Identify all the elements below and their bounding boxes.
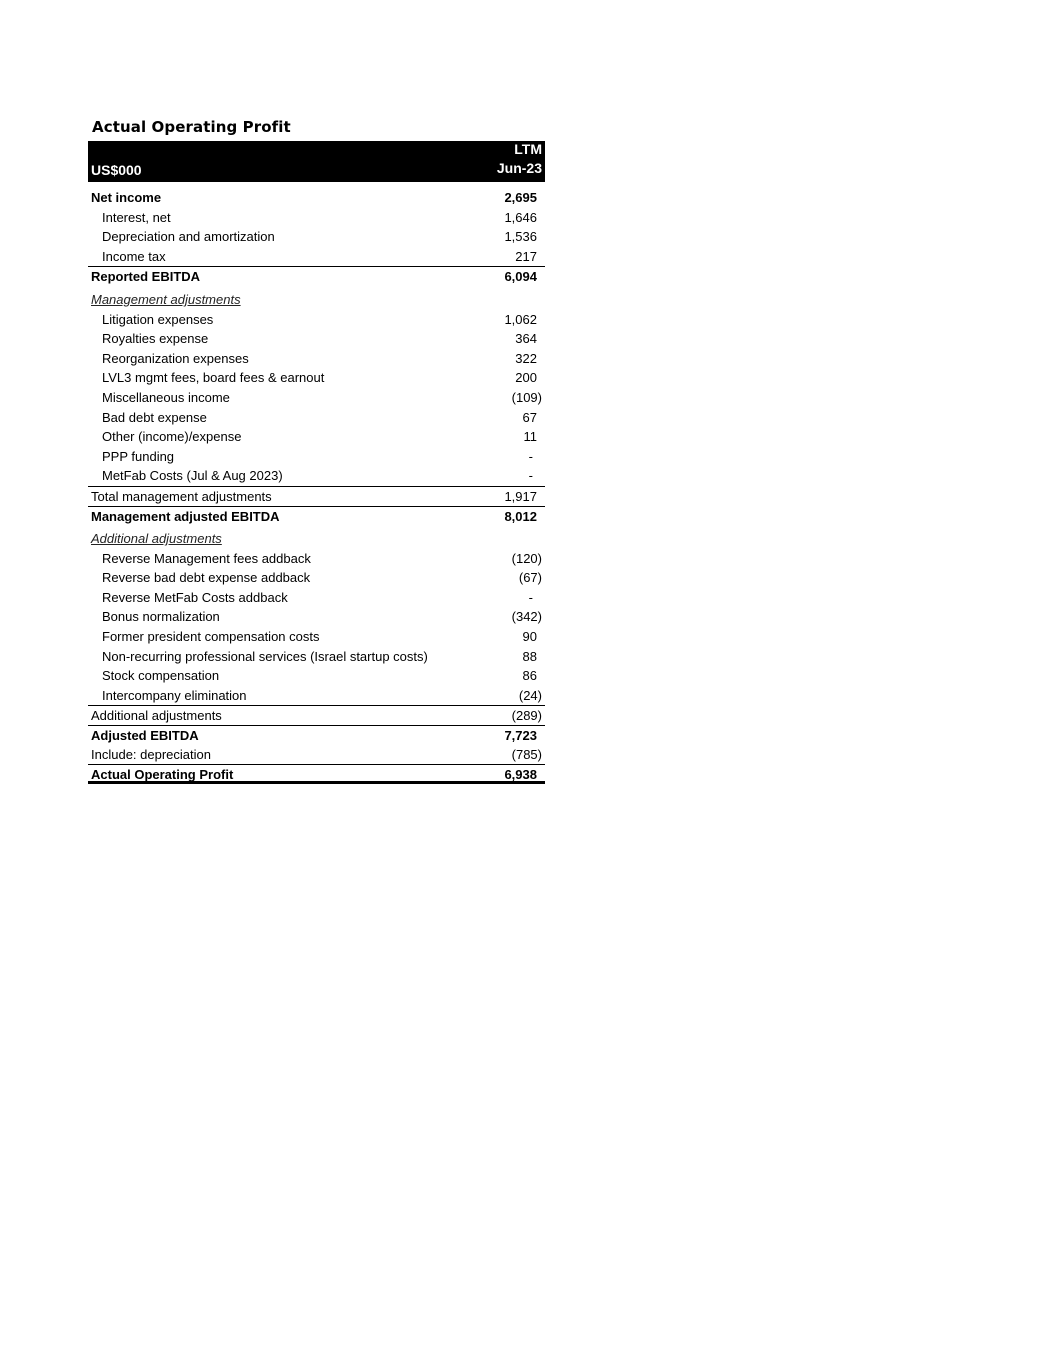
row-label: Bad debt expense	[102, 409, 207, 425]
row-value: (120)	[511, 550, 542, 566]
row-total-management-adjustments	[88, 486, 545, 506]
row-value: (67)	[518, 570, 542, 586]
unit-label: US$000	[91, 162, 142, 178]
row-label: Reverse bad debt expense addback	[102, 570, 311, 586]
row-label: Royalties expense	[102, 331, 209, 347]
row-bad-debt-expense	[88, 408, 545, 428]
row-intercompany-elimination	[88, 686, 545, 706]
row-value: (289)	[511, 708, 542, 724]
row-value: 90	[522, 629, 537, 645]
row-net-income	[88, 188, 545, 208]
row-litigation-expenses	[88, 310, 545, 330]
row-ppp-funding	[88, 447, 545, 467]
row-adjusted-ebitda	[88, 725, 545, 745]
row-value: 1,062	[504, 311, 537, 327]
row-label: PPP funding	[102, 448, 175, 464]
row-royalties-expense	[88, 329, 545, 349]
row-value: 364	[515, 331, 537, 347]
row-label: Other (income)/expense	[102, 429, 242, 445]
row-value: 322	[515, 350, 537, 366]
row-label: Interest, net	[102, 209, 171, 225]
row-actual-operating-profit	[88, 764, 545, 784]
row-value: -	[528, 589, 533, 605]
row-former-president	[88, 627, 545, 647]
section-management-adjustments	[88, 290, 545, 310]
table-body	[88, 182, 545, 784]
row-value: -	[528, 468, 533, 484]
row-value: 6,094	[504, 269, 537, 285]
row-income-tax	[88, 247, 545, 267]
row-value: 11	[523, 429, 537, 445]
row-label: Reverse MetFab Costs addback	[102, 589, 288, 605]
row-value: 2,695	[504, 190, 537, 205]
row-value: 1,917	[504, 488, 537, 504]
row-value: 7,723	[504, 728, 537, 744]
row-label: Depreciation and amortization	[102, 229, 275, 245]
row-reorganization-expenses	[88, 349, 545, 369]
row-label: Former president compensation costs	[102, 629, 320, 645]
row-label: Adjusted EBITDA	[91, 728, 199, 744]
row-label: MetFab Costs (Jul & Aug 2023)	[102, 468, 283, 484]
row-other-income-expense	[88, 427, 545, 447]
page-title: Actual Operating Profit	[92, 118, 291, 136]
row-reverse-bad-debt	[88, 568, 545, 588]
period-label-line2: Jun-23	[496, 160, 542, 176]
row-reverse-metfab	[88, 588, 545, 608]
row-label: Litigation expenses	[102, 311, 214, 327]
row-metfab-costs	[88, 466, 545, 486]
row-value: 200	[515, 370, 537, 386]
period-label-line1: LTM	[514, 141, 542, 157]
row-label: Reorganization expenses	[102, 350, 249, 366]
row-interest-net	[88, 208, 545, 228]
row-reverse-mgmt-fees	[88, 549, 545, 569]
row-label: Additional adjustments	[91, 708, 222, 724]
row-depreciation-amortization	[88, 227, 545, 247]
table-header	[88, 141, 545, 182]
row-value: 86	[522, 668, 537, 684]
row-value: (785)	[511, 746, 542, 762]
row-reported-ebitda	[88, 266, 545, 286]
section-additional-adjustments	[88, 529, 545, 549]
row-label: Total management adjustments	[91, 488, 272, 504]
row-value: 6,938	[504, 767, 537, 783]
operating-profit-table	[88, 141, 545, 784]
row-label: Income tax	[102, 248, 166, 264]
row-label: Reverse Management fees addback	[102, 550, 311, 566]
row-value: (109)	[511, 389, 542, 405]
row-label: Actual Operating Profit	[91, 767, 234, 783]
section-heading: Management adjustments	[91, 291, 241, 307]
row-value: 1,536	[504, 229, 537, 245]
row-label: Management adjusted EBITDA	[91, 508, 280, 524]
row-bonus-normalization	[88, 607, 545, 627]
row-value: 67	[522, 409, 537, 425]
row-label: Reported EBITDA	[91, 269, 201, 285]
row-include-depreciation	[88, 745, 545, 765]
row-label: Non-recurring professional services (Israel startup costs)	[102, 648, 428, 664]
row-label: Stock compensation	[102, 668, 220, 684]
row-stock-compensation	[88, 666, 545, 686]
row-value: 8,012	[504, 508, 537, 524]
row-value: -	[528, 448, 533, 464]
row-label: Include: depreciation	[91, 746, 211, 762]
row-label: LVL3 mgmt fees, board fees & earnout	[102, 370, 325, 386]
row-label: Bonus normalization	[102, 609, 220, 625]
row-value: 217	[515, 248, 537, 264]
row-value: (24)	[518, 687, 542, 703]
row-non-recurring-professional	[88, 647, 545, 667]
row-miscellaneous-income	[88, 388, 545, 408]
row-value: (342)	[511, 609, 542, 625]
row-label: Net income	[91, 190, 162, 205]
row-label: Miscellaneous income	[102, 389, 230, 405]
section-heading: Additional adjustments	[91, 531, 222, 547]
row-lvl3-fees	[88, 368, 545, 388]
row-value: 1,646	[504, 209, 537, 225]
row-value: 88	[522, 648, 537, 664]
row-label: Intercompany elimination	[102, 687, 247, 703]
row-additional-adjustments-total	[88, 705, 545, 725]
row-management-adjusted-ebitda	[88, 506, 545, 526]
